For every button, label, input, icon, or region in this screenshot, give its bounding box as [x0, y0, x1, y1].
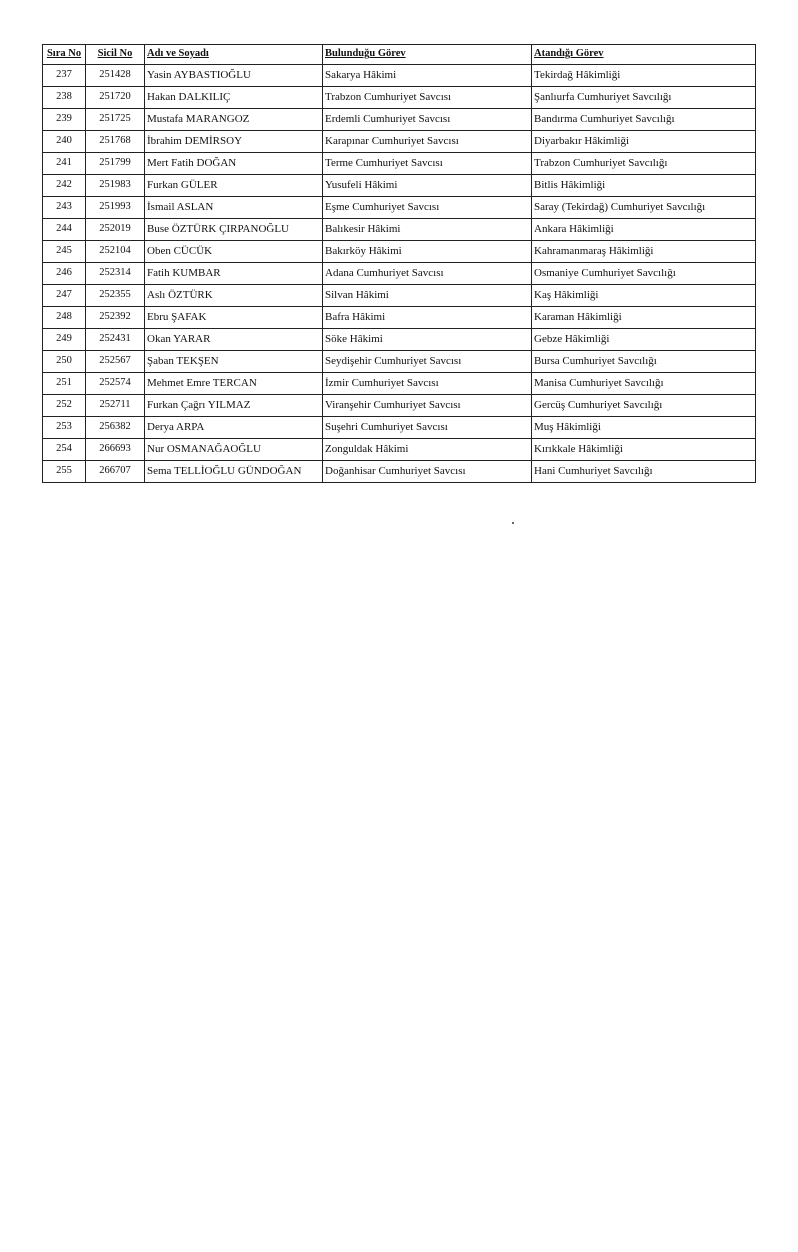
cell-adi-soyadi: Yasin AYBASTIOĞLU [145, 65, 323, 87]
cell-bulundugu-gorev: Seydişehir Cumhuriyet Savcısı [323, 351, 532, 373]
cell-sira-no: 244 [43, 219, 86, 241]
cell-adi-soyadi: Hakan DALKILIÇ [145, 87, 323, 109]
cell-sicil-no: 251725 [86, 109, 145, 131]
cell-sira-no: 247 [43, 285, 86, 307]
cell-atandigi-gorev: Kahramanmaraş Hâkimliği [532, 241, 756, 263]
table-row [43, 373, 756, 395]
cell-atandigi-gorev: Kaş Hâkimliği [532, 285, 756, 307]
cell-sicil-no: 252574 [86, 373, 145, 395]
table-row [43, 351, 756, 373]
cell-sira-no: 246 [43, 263, 86, 285]
table-body [43, 65, 756, 483]
cell-adi-soyadi: Mert Fatih DOĞAN [145, 153, 323, 175]
cell-bulundugu-gorev: Karapınar Cumhuriyet Savcısı [323, 131, 532, 153]
table-row [43, 285, 756, 307]
table-row [43, 197, 756, 219]
cell-atandigi-gorev: Manisa Cumhuriyet Savcılığı [532, 373, 756, 395]
cell-atandigi-gorev: Muş Hâkimliği [532, 417, 756, 439]
cell-atandigi-gorev: Diyarbakır Hâkimliği [532, 131, 756, 153]
cell-sira-no: 242 [43, 175, 86, 197]
cell-adi-soyadi: Furkan Çağrı YILMAZ [145, 395, 323, 417]
cell-sicil-no: 252019 [86, 219, 145, 241]
cell-atandigi-gorev: Karaman Hâkimliği [532, 307, 756, 329]
cell-sira-no: 238 [43, 87, 86, 109]
cell-sicil-no: 266707 [86, 461, 145, 483]
cell-bulundugu-gorev: Yusufeli Hâkimi [323, 175, 532, 197]
cell-sira-no: 249 [43, 329, 86, 351]
cell-sicil-no: 252711 [86, 395, 145, 417]
cell-sira-no: 248 [43, 307, 86, 329]
cell-sicil-no: 266693 [86, 439, 145, 461]
table-row [43, 131, 756, 153]
cell-adi-soyadi: Okan YARAR [145, 329, 323, 351]
cell-adi-soyadi: İbrahim DEMİRSOY [145, 131, 323, 153]
cell-sira-no: 254 [43, 439, 86, 461]
cell-sicil-no: 252104 [86, 241, 145, 263]
header-atandigi-gorev: Atandığı Görev [532, 45, 756, 65]
cell-atandigi-gorev: Trabzon Cumhuriyet Savcılığı [532, 153, 756, 175]
scan-speck [512, 522, 514, 524]
cell-sira-no: 239 [43, 109, 86, 131]
cell-sicil-no: 252314 [86, 263, 145, 285]
cell-atandigi-gorev: Gercüş Cumhuriyet Savcılığı [532, 395, 756, 417]
appointment-table [42, 44, 756, 483]
cell-adi-soyadi: Mustafa MARANGOZ [145, 109, 323, 131]
cell-sicil-no: 251768 [86, 131, 145, 153]
cell-adi-soyadi: Nur OSMANAĞAOĞLU [145, 439, 323, 461]
cell-bulundugu-gorev: Viranşehir Cumhuriyet Savcısı [323, 395, 532, 417]
header-sira-no: Sıra No [43, 45, 86, 65]
cell-bulundugu-gorev: Söke Hâkimi [323, 329, 532, 351]
table-row [43, 219, 756, 241]
cell-bulundugu-gorev: Terme Cumhuriyet Savcısı [323, 153, 532, 175]
cell-sicil-no: 252567 [86, 351, 145, 373]
cell-atandigi-gorev: Tekirdağ Hâkimliği [532, 65, 756, 87]
table-row [43, 175, 756, 197]
cell-atandigi-gorev: Bitlis Hâkimliği [532, 175, 756, 197]
cell-bulundugu-gorev: Bafra Hâkimi [323, 307, 532, 329]
cell-bulundugu-gorev: Erdemli Cumhuriyet Savcısı [323, 109, 532, 131]
cell-bulundugu-gorev: Eşme Cumhuriyet Savcısı [323, 197, 532, 219]
cell-sira-no: 240 [43, 131, 86, 153]
cell-adi-soyadi: Ebru ŞAFAK [145, 307, 323, 329]
cell-sira-no: 253 [43, 417, 86, 439]
cell-sira-no: 251 [43, 373, 86, 395]
cell-sicil-no: 251993 [86, 197, 145, 219]
cell-sira-no: 255 [43, 461, 86, 483]
cell-sira-no: 252 [43, 395, 86, 417]
cell-sicil-no: 252392 [86, 307, 145, 329]
cell-bulundugu-gorev: Bakırköy Hâkimi [323, 241, 532, 263]
cell-sira-no: 243 [43, 197, 86, 219]
cell-atandigi-gorev: Bursa Cumhuriyet Savcılığı [532, 351, 756, 373]
cell-bulundugu-gorev: Silvan Hâkimi [323, 285, 532, 307]
cell-sicil-no: 256382 [86, 417, 145, 439]
cell-bulundugu-gorev: Sakarya Hâkimi [323, 65, 532, 87]
cell-adi-soyadi: Buse ÖZTÜRK ÇIRPANOĞLU [145, 219, 323, 241]
cell-atandigi-gorev: Kırıkkale Hâkimliği [532, 439, 756, 461]
cell-adi-soyadi: Şaban TEKŞEN [145, 351, 323, 373]
table-row [43, 307, 756, 329]
table-row [43, 241, 756, 263]
cell-atandigi-gorev: Gebze Hâkimliği [532, 329, 756, 351]
cell-sicil-no: 251799 [86, 153, 145, 175]
cell-bulundugu-gorev: Balıkesir Hâkimi [323, 219, 532, 241]
cell-atandigi-gorev: Ankara Hâkimliği [532, 219, 756, 241]
table-row [43, 263, 756, 285]
table-row [43, 461, 756, 483]
cell-sicil-no: 251983 [86, 175, 145, 197]
cell-bulundugu-gorev: Adana Cumhuriyet Savcısı [323, 263, 532, 285]
table-row [43, 109, 756, 131]
cell-adi-soyadi: Oben CÜCÜK [145, 241, 323, 263]
cell-atandigi-gorev: Şanlıurfa Cumhuriyet Savcılığı [532, 87, 756, 109]
header-adi-soyadi: Adı ve Soyadı [145, 45, 323, 65]
cell-atandigi-gorev: Osmaniye Cumhuriyet Savcılığı [532, 263, 756, 285]
cell-sicil-no: 252431 [86, 329, 145, 351]
cell-sicil-no: 251720 [86, 87, 145, 109]
table-row [43, 65, 756, 87]
cell-atandigi-gorev: Bandırma Cumhuriyet Savcılığı [532, 109, 756, 131]
cell-bulundugu-gorev: Zonguldak Hâkimi [323, 439, 532, 461]
cell-adi-soyadi: Furkan GÜLER [145, 175, 323, 197]
cell-bulundugu-gorev: İzmir Cumhuriyet Savcısı [323, 373, 532, 395]
cell-adi-soyadi: Aslı ÖZTÜRK [145, 285, 323, 307]
cell-sira-no: 237 [43, 65, 86, 87]
header-bulundugu-gorev: Bulunduğu Görev [323, 45, 532, 65]
cell-adi-soyadi: İsmail ASLAN [145, 197, 323, 219]
cell-atandigi-gorev: Hani Cumhuriyet Savcılığı [532, 461, 756, 483]
cell-adi-soyadi: Derya ARPA [145, 417, 323, 439]
cell-adi-soyadi: Fatih KUMBAR [145, 263, 323, 285]
cell-sira-no: 250 [43, 351, 86, 373]
table-row [43, 417, 756, 439]
table-row [43, 439, 756, 461]
cell-atandigi-gorev: Saray (Tekirdağ) Cumhuriyet Savcılığı [532, 197, 756, 219]
cell-bulundugu-gorev: Doğanhisar Cumhuriyet Savcısı [323, 461, 532, 483]
cell-sicil-no: 251428 [86, 65, 145, 87]
header-row [43, 45, 756, 65]
table-row [43, 329, 756, 351]
cell-sira-no: 241 [43, 153, 86, 175]
cell-sira-no: 245 [43, 241, 86, 263]
cell-adi-soyadi: Sema TELLİOĞLU GÜNDOĞAN [145, 461, 323, 483]
table-header [43, 45, 756, 65]
cell-adi-soyadi: Mehmet Emre TERCAN [145, 373, 323, 395]
table-row [43, 153, 756, 175]
cell-bulundugu-gorev: Suşehri Cumhuriyet Savcısı [323, 417, 532, 439]
cell-bulundugu-gorev: Trabzon Cumhuriyet Savcısı [323, 87, 532, 109]
header-sicil-no: Sicil No [86, 45, 145, 65]
table-row [43, 395, 756, 417]
cell-sicil-no: 252355 [86, 285, 145, 307]
table-row [43, 87, 756, 109]
